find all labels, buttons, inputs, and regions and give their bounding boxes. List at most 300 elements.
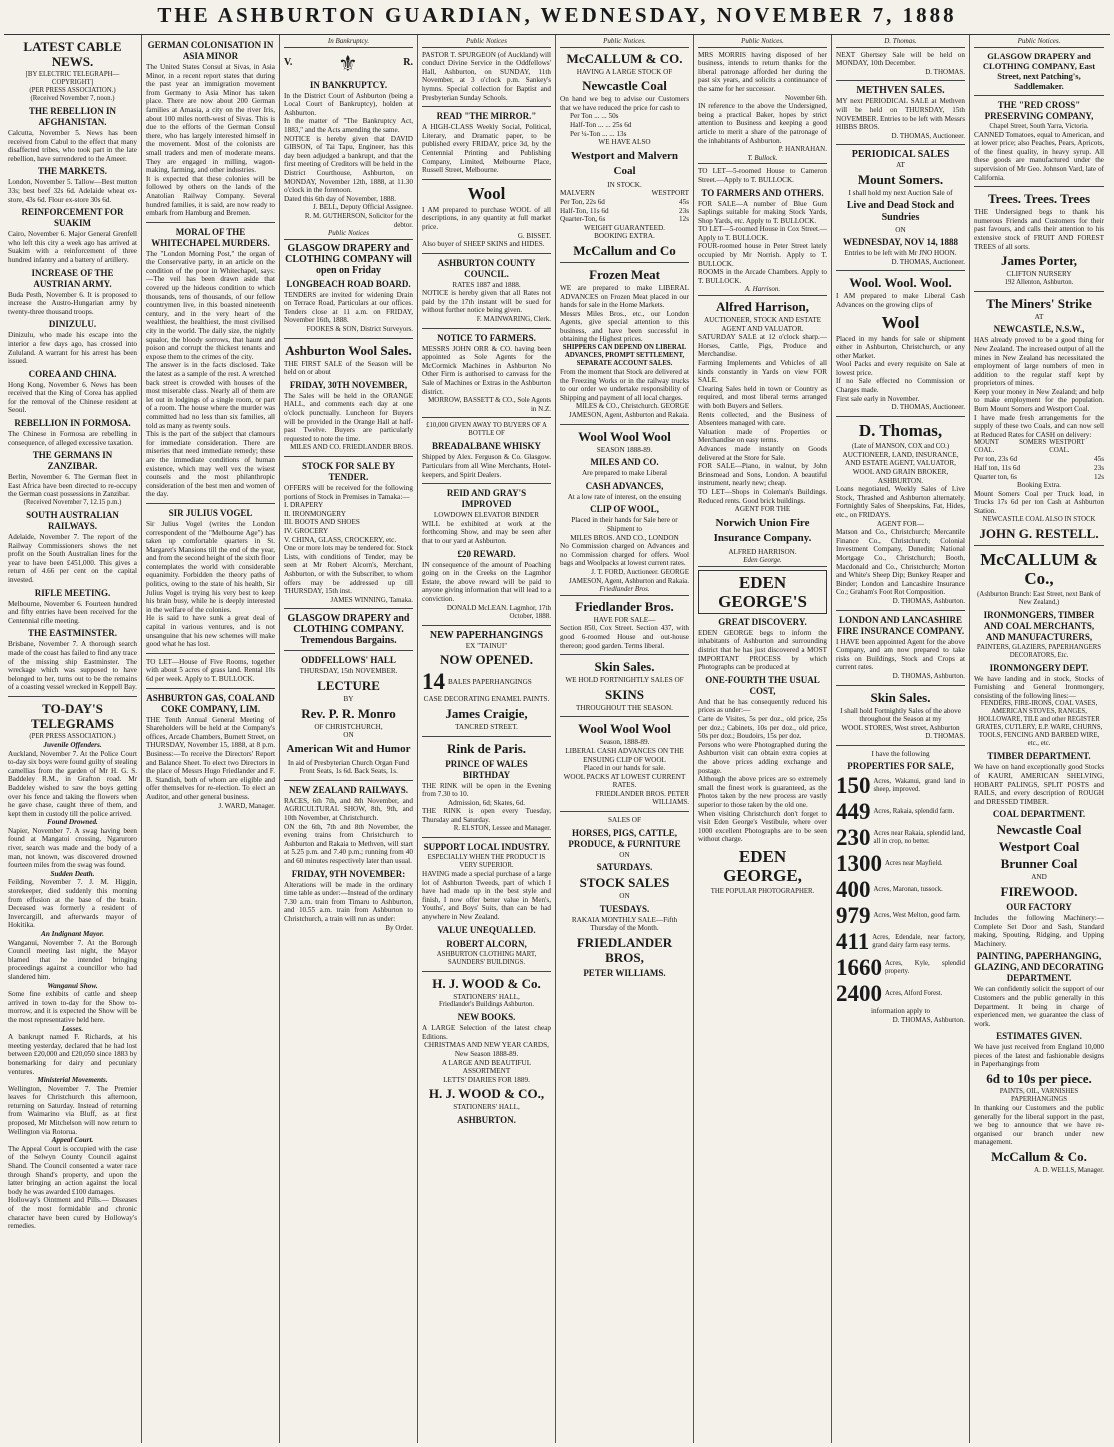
advert-title: Newcastle Coal xyxy=(996,822,1082,838)
signature: By Order. xyxy=(385,923,413,932)
advert-text: Carte de Visites, 5s per doz., old price, 25s per doz.; Cabinets, 10s per doz., old price, 50s per doz.; Boudoirs, 15s per doz. xyxy=(698,715,827,741)
divider xyxy=(146,222,275,223)
divider xyxy=(836,270,965,271)
divider xyxy=(422,736,551,737)
column-4 xyxy=(418,35,556,1443)
article-text: The answer is in the facts disclosed. Take the latest as a sample of the rest. A wretched back street is crowded with houses of the most miserable class. Nearly all of them are let out in lodgings of a single room, or part of a room. The house where the murder was committed had no less than six families, all told as many as twenty souls. xyxy=(146,361,275,430)
advert-text: ON xyxy=(619,850,630,859)
divider xyxy=(146,688,275,689)
advert-text: Entries to be left with Mr JNO HOON. xyxy=(844,249,957,258)
property-acres: 230 xyxy=(836,825,871,851)
signature: F. MAINWARING, Clerk. xyxy=(476,315,551,324)
advert-text: ON xyxy=(895,225,906,234)
property-desc: Acres, Alford Forest. xyxy=(885,990,943,998)
price-cell: Half ton, 11s 6d xyxy=(974,464,1021,473)
article-text: Buda Pesth, November 6. It is proposed to increase the Austro-Hungarian army by twenty-three thousand troops. xyxy=(8,290,137,316)
advert-text: MRS MORRIS having disposed of her business, intends to return thanks for the liberal patronage afforded her during the past six years, and solicits a continuance of the same for her successor. xyxy=(698,50,827,93)
article-text: Hong Kong, November 6. News has been received that the King of Corea has applied for the removal of the Chinese resident at Seoul. xyxy=(8,380,137,415)
heading: INCREASE OF THE AUSTRIAN ARMY. xyxy=(31,267,114,289)
signature: J. BELL, Deputy Official Assignee. xyxy=(313,203,413,212)
heading: Losses. xyxy=(61,1024,84,1033)
advert-title: LECTURE xyxy=(317,677,380,693)
advert-text: Although the above prices are so extremely small the finest work is guaranteed, as the Photos taken by the new process are vastly superior to those taken by the old one. xyxy=(698,775,827,809)
advert-text: NEWCASTLE COAL ALSO IN STOCK xyxy=(982,515,1096,523)
advert-text: AND xyxy=(1031,873,1047,882)
advert-title: Rink de Paris. xyxy=(446,740,527,756)
advert-text: We have on hand exceptionally good Stocks of KAURI, AMERICAN SHELVING, HOBART PALINGS, SPLIT POSTS and RAILS, and every description of ROUGH and DRESSED TIMBER. xyxy=(974,763,1104,806)
heading: PETER WILLIAMS. xyxy=(583,968,666,979)
advert-text: From the moment that Stock are delivered at the Freezing Works or in the railway trucks to our order we undertake responsibility of Shipping and payment of all local charges. xyxy=(560,368,689,402)
advert-text: HAVING A LARGE STOCK OF xyxy=(576,67,673,76)
property-desc: Acres near Rakaia, splendid land, all in crop, no better. xyxy=(873,830,965,846)
column-heading: Public Notices xyxy=(422,37,551,48)
heading: Found Drowned. xyxy=(47,818,98,827)
property-item xyxy=(836,929,965,955)
advert-text: CANNED Tomatoes, equal to American, and at lower price; also Peaches, Pears, Apricots, of the finest quality, in heavy syrup. All these goods are manufactured under the supervision of Mr Geo. Johnson Vard, late of California. xyxy=(974,130,1104,182)
price-cell: 45s xyxy=(1094,455,1104,464)
heading: GERMAN COLONISATION IN ASIA MINOR xyxy=(147,40,274,61)
advert-text: OF CHRISTCHURCH, xyxy=(314,722,383,731)
advert-title: McCALLUM & CO. xyxy=(566,50,683,66)
advert-text: SHIPPERS CAN DEPEND ON LIBERAL ADVANCES, PROMPT SETTLEMENT, SEPARATE ACCOUNT SALES. xyxy=(562,344,687,368)
royal-crest-icon: ⚜ xyxy=(337,50,358,76)
heading: DINIZULU. xyxy=(48,319,97,330)
article-text: It is expected that these colonies will be followed by others on the lands of the Anatolian Railway Company. Several hundred families, it is said, are now ready to embark from Hamburg and Bremen. xyxy=(146,174,275,218)
price-cell: 12s xyxy=(1094,472,1104,481)
divider xyxy=(560,262,689,263)
property-item xyxy=(836,773,965,799)
heading: CLIP OF WOOL, xyxy=(590,504,659,515)
divider xyxy=(560,654,689,655)
price-cell: Per ton, 23s 6d xyxy=(974,455,1018,464)
column-1 xyxy=(4,35,142,1443)
price-row xyxy=(974,455,1104,464)
advert-text: CHRISTMAS AND NEW YEAR CARDS, New Season 1888-89. xyxy=(424,1041,549,1058)
divider xyxy=(974,291,1104,292)
advert-text: FOR SALE—A number of Blue Gum Saplings suitable for making Stock Yards, Shop Yards, etc. Apply to T. BULLOCK. xyxy=(698,199,827,225)
heading: FRIDAY, 9TH NOVEMBER: xyxy=(291,868,406,879)
price-line: Per Ton ... ... 50s xyxy=(570,112,619,121)
advert-text: MESSRS JOHN ORR & CO. having been appointed as Sole Agents for the McCormick Machines in Ashburton No Other Firm is authorised to canvass for the Sale of Machines or Extras in the Ashburton district. xyxy=(422,344,551,396)
property-item xyxy=(836,825,965,851)
price-cell: 23s xyxy=(1094,464,1104,473)
heading: THE "RED CROSS" PRESERVING COMPANY, xyxy=(984,99,1094,121)
property-acres: 411 xyxy=(836,929,870,955)
signature: JAMES WINNING, Tamaka. xyxy=(330,595,413,604)
price-row xyxy=(974,473,1104,482)
divider xyxy=(146,653,275,654)
advert-text: NEXT Ghertsey Sale will be held on MONDAY, 10th December. xyxy=(836,50,965,68)
advert-text: MILES BROS. AND CO., LONDON xyxy=(570,533,679,542)
advert-text: I AM prepared to make Liberal Cash Advances on the growing clips of xyxy=(836,292,965,309)
column-5 xyxy=(556,35,694,1443)
heading: Appeal Court. xyxy=(51,1136,94,1145)
heading: HORSES, PIGS, CATTLE, PRODUCE, & FURNITURE xyxy=(568,827,681,849)
property-desc: Acres, Rakaia, splendid farm. xyxy=(873,808,955,816)
advert-text: EX "TAINUI" xyxy=(465,641,508,650)
advert-text: FENDERS, FIRE-IRONS, COAL VASES, AMERICAN STOVES, RANGES, HOLLOWARE, TILE and other REGISTER GRATES, CUTLERY, E.P. WARE, CHURNS, TOOLS, FENCING AND BARBED WIRE, etc., etc. xyxy=(975,700,1103,748)
divider xyxy=(422,837,551,838)
price-row xyxy=(560,198,689,207)
signature: D. THOMAS, Ashburton. xyxy=(892,1016,965,1025)
advert-text: HAVING made a special purchase of a large lot of Ashburton Tweeds, part of which I have had made up in the best style and finish, I now offer better value in Men's, Youths', and Boys' Suits, than can be had anywhere in New Zealand. xyxy=(422,870,551,922)
heading: NOTICE TO FARMERS. xyxy=(437,332,536,343)
signature: MORROW, BASSETT & CO., Sole Agents in N.Z. xyxy=(428,396,551,413)
advert-text: I have made fresh arrangements for the supply of these two Coals, and can now sell at Reduced Rates for CASH on delivery: xyxy=(974,413,1104,439)
masthead: THE ASHBURTON GUARDIAN, WEDNESDAY, NOVEMBER 7, 1888 xyxy=(157,3,957,27)
divider xyxy=(422,417,551,418)
advert-text: ALFRED HARRISON. xyxy=(728,547,797,556)
article-text: Melbourne, November 6. Fourteen hundred and fifty entries have been received for the Centennial rifle meeting. xyxy=(8,599,137,625)
heading: THE REBELLION IN AFGHANISTAN. xyxy=(28,106,117,127)
heading: OUR FACTORY xyxy=(1006,901,1072,912)
heading: Ministerial Movements. xyxy=(37,1076,108,1085)
advert-title: American Wit and Humor xyxy=(286,742,411,755)
stock-item: IV. GROCERY xyxy=(284,526,329,535)
advert-text: I shall hold Fortnightly Sales of the above throughout the Season at my xyxy=(840,706,961,724)
heading: FRIDAY, 30TH NOVEMBER, xyxy=(289,379,408,390)
advert-title: SKINS xyxy=(604,686,645,702)
article-text: Brisbane, November 7. A thorough search made of the coast has failed to find any trace of the missing ship Eastminster. The wreckage which was supposed to have belonged to her, turns out to be the remains of a coasting vessel wrecked in Keppell Bay. xyxy=(8,640,137,692)
advert-title: McCALLUM & Co., xyxy=(980,549,1098,588)
advert-text: WESTPORT xyxy=(651,189,689,198)
heading: REBELLION IN FORMOSA. xyxy=(14,418,131,429)
advert-text: IN reference to the above the Undersigned, being a practical Baker, hopes by strict attention to Business and keeping a good article to merit a share of the patronage of the inhabitants of Ashburton. xyxy=(698,102,827,145)
heading: COREA AND CHINA. xyxy=(28,368,117,379)
heading: NEW BOOKS. xyxy=(457,1012,516,1023)
cable-received: (Received November 7, noon.) xyxy=(30,95,115,102)
advert-title: GLASGOW DRAPERY and CLOTHING COMPANY will open on Friday xyxy=(285,242,412,276)
advert-text: In the matter of "The Bankruptcy Act, 1883," and the Acts amending the same. xyxy=(284,117,413,134)
property-item xyxy=(836,851,965,877)
advert-text: Keep your money in New Zealand; and help to make employment for the population. Burn Mount Somers and Westport Coal. xyxy=(974,387,1104,414)
advert-title: Rev. P. R. Monro xyxy=(301,705,396,721)
signature: D. THOMAS, Ashburton. xyxy=(892,671,965,680)
heading: STOCK FOR SALE BY TENDER. xyxy=(301,461,396,482)
article-text: This is the part of the subject that clamours for immediate consideration. There are miseries that need immediate remedy; these are the immediate conditions of human existence, which may well vex the wisest counsels and the most philanthropic consideration of the best men and women of the day. xyxy=(146,430,275,499)
signature: A. D. WELLS, Manager. xyxy=(1033,1166,1104,1175)
advert-title: Trees. Trees. Trees xyxy=(987,191,1091,207)
property-item xyxy=(836,981,965,1007)
heading: £20 REWARD. xyxy=(457,548,516,559)
advert-title: Norwich Union Fire Insurance Company. xyxy=(713,516,812,544)
signature: MILES AND CO. FRIEDLANDER BROS. xyxy=(290,443,413,452)
advert-text: IN STOCK. xyxy=(607,180,642,189)
heading: READ "THE MIRROR." xyxy=(436,111,537,122)
advert-text: PAINTS, OIL, VARNISHES PAPERHANGINGS xyxy=(999,1088,1079,1104)
advert-text: FOR SALE—Piano, in walnut, by John Brinsmead and Sons, London. A beautiful instrument, nearly new; cheap. xyxy=(698,462,827,488)
article-text: Some fine exhibits of cattle and sheep arrived in town to-day for the Show to-morrow, and it is expected the Show will be the most representative held here. xyxy=(8,990,137,1024)
advert-text: We have landing and in stock, Stocks of Furnishing and General Ironmongery, consisting of the following lines:— xyxy=(974,674,1104,700)
advert-text: MY next PERIODICAL SALE at Methven will be held on THURSDAY, 15th NOVEMBER. Entries to be left with Messrs HIBBS BROS. xyxy=(836,97,965,132)
advert-text: One or more lots may be tendered for. Stock Lists, with conditions of Tender, may be seen at Mr Robert Alcorn's, Merchant, Ashburton, or with the Subscriber, to whom offers may be addressed up till THURSDAY, 15th inst. xyxy=(284,544,413,596)
signature: D. THOMAS, Auctioneer. xyxy=(891,257,965,266)
signature: MILES & CO., Christchurch. GEORGE JAMESON, Agent, Ashburton and Rakaia. xyxy=(569,402,689,420)
advert-text: Placed in our hands for sale. xyxy=(583,764,666,773)
advert-text: LIBERAL CASH ADVANCES ON THE ENSUING CLIP OF WOOL xyxy=(565,746,684,764)
advert-text: Placed in my hands for sale or shipment either in Ashburton, Christchurch, or any other Market. xyxy=(836,334,965,360)
advert-text: A LARGE Selection of the latest cheap Editions. xyxy=(422,1024,551,1041)
article-text: He is said to have sunk a great deal of capital in various ventures, and is not unsanguine that his new schemes will make good what he has lost. xyxy=(146,614,275,649)
heading: REID AND GRAY'S IMPROVED xyxy=(446,488,527,510)
telegrams-press: (PER PRESS ASSOCIATION.) xyxy=(29,732,116,740)
signature: D. THOMAS, Ashburton. xyxy=(892,596,965,605)
advert-text: ON xyxy=(343,731,354,740)
column-3 xyxy=(280,35,418,1443)
signature: D. THOMAS, Auctioneer. xyxy=(891,131,965,140)
advert-text: Shipped by Alex. Ferguson & Co. Glasgow. Particulars from all Wine Merchants, Hotel-keepers, and Spirit Dealers. xyxy=(422,453,551,479)
divider xyxy=(284,456,413,457)
divider xyxy=(422,106,551,107)
advert-title: Wool xyxy=(881,312,920,332)
heading: MORAL OF THE WHITECHAPEL MURDERS. xyxy=(151,226,270,248)
divider xyxy=(422,328,551,329)
column-heading: Friedlander Bros. xyxy=(560,585,689,596)
property-acres: 449 xyxy=(836,799,871,825)
advert-title: 6d to 10s per piece. xyxy=(986,1071,1092,1087)
heading: THE MARKETS. xyxy=(37,166,107,177)
advert-text: RATES 1887 and 1888. xyxy=(452,280,521,289)
divider xyxy=(836,416,965,417)
advert-text: And that he has consequently reduced his prices as under:— xyxy=(698,697,827,715)
coal-header-row xyxy=(560,189,689,198)
advert-text: WE are prepared to make LIBERAL ADVANCES on Frozen Meat placed in our hands for sale in the Home Markets. xyxy=(560,283,689,310)
heading: ASHBURTON COUNTY COUNCIL. xyxy=(437,257,536,279)
heading: COAL DEPARTMENT. xyxy=(992,809,1086,820)
heading: NEW ZEALAND RAILWAYS. xyxy=(289,784,408,795)
heading: LONGBEACH ROAD BOARD. xyxy=(286,278,411,289)
advert-text: WOOL PACKS AT LOWEST CURRENT RATES. xyxy=(563,772,686,790)
cable-press: (PER PRESS ASSOCIATION.) xyxy=(29,87,116,94)
advert-text: First sale early in November. xyxy=(836,394,920,403)
advert-text: A LARGE AND BEAUTIFUL ASSORTMENT xyxy=(441,1058,532,1076)
divider xyxy=(836,610,965,611)
article-text: Wanganui, November 7. At the Borough Council meeting last night, the Mayor blamed that he intended bringing proceedings against a councillor who had slandered him. xyxy=(8,938,137,981)
signature: D. THOMAS, Auctioneer. xyxy=(891,403,965,412)
advert-title: FRIEDLANDER BROS, xyxy=(576,935,673,966)
property-desc: Acres, Wakanui, grand land in sheep, improved. xyxy=(873,778,965,794)
property-item xyxy=(836,799,965,825)
advert-title: H. J. WOOD & CO., xyxy=(428,1086,545,1102)
signature: G. BISSET. xyxy=(517,231,551,240)
advert-text: STATIONERS' HALL, xyxy=(453,1103,520,1112)
price-line: Half-Ton ... ... 25s 6d xyxy=(570,120,632,129)
heading: SIR JULIUS VOGEL xyxy=(168,507,253,518)
advert-text: When visiting Christchurch don't forget to visit Eden George's Vestibule, where over 1000 excellent Photographs are to be seen without charge. xyxy=(698,809,827,844)
price-cell: Half-Ton, 11s 6d xyxy=(560,206,609,215)
heading: ODDFELLOWS' HALL xyxy=(301,655,396,666)
column-heading: A. Harrison. xyxy=(698,285,827,296)
advert-title: Wool xyxy=(467,183,506,203)
divider xyxy=(422,483,551,484)
advert-text: We have just received from England 10,000 pieces of the latest and fashionable designs in Paperhangings from xyxy=(974,1043,1104,1069)
advert-text: Loans negotiated, Weekly Sales of Live Stock, Thrashed and Ashburton alternately. Fortnightly Sales of Sheepskins, Fat, Hides, etc., on FRIDAYS. xyxy=(836,485,965,519)
advert-text: BALES PAPERHANGINGS xyxy=(448,678,532,687)
heading: Wanganui Show. xyxy=(47,981,98,990)
heading: PROPERTIES FOR SALE, xyxy=(847,761,954,772)
advert-text: CLIFTON NURSERY xyxy=(1006,270,1072,279)
advert-title: D. Thomas, xyxy=(858,420,943,440)
advert-title: FIREWOOD. xyxy=(1000,883,1078,899)
crest-v: V. xyxy=(284,57,293,69)
heading: TUESDAYS. xyxy=(599,903,650,914)
crest-row xyxy=(284,51,413,77)
advert-title: H. J. WOOD & Co. xyxy=(432,975,541,991)
advert-text: Friedlander's Buildings Ashburton. xyxy=(438,1001,535,1009)
advert-text: I HAVE been appointed Agent for the above Company, and am now prepared to take risks on Buildings, Stock and Crops at current rates. xyxy=(836,637,965,672)
article-text: Dinizulu, who made his escape into the interior a few days ago, has crossed into Zululand. A warrant for his arrest has been issued. xyxy=(8,331,137,366)
advert-text: ON xyxy=(619,892,630,901)
advert-text: The Sales will be held in the ORANGE HALL, and comments each day at one o'clock punctually. Luncheon for Buyers will be provided in the Orange Hall at half-past Twelve. Buyers are particularly requested to note the time. xyxy=(284,391,413,443)
heading: IRONMONGERY DEPT. xyxy=(989,662,1089,673)
stock-item: III. BOOTS AND SHOES xyxy=(284,518,360,527)
advert-text: Matson and Co., Christchurch; Mercantile Finance Co., Christchurch; Colonial Investment Company, Dunedin; National Mortgage Co., Christchurch; Booth, Macdonald and Co., Christchurch; Morton and White's Sheep Dip; Bunkey Reaper and Binder; London and Lancashire Insurance Co.; Graham's Foot Rot Composition. xyxy=(836,528,965,597)
heading: WEDNESDAY, NOV 14, 1888 xyxy=(843,237,958,248)
article-text: Auckland, November 7. At the Police Court to-day six boys were found guilty of stealing camellias from the garden of Mr H. G. S. Baddeley R.M., in Grafton road. Mr Baddeley wished to saw the boys getting over his fence and taking the flowers when he gave chase, caught three of them, and kept them in custody till the police arrived. xyxy=(8,749,137,818)
heading: ASHBURTON. xyxy=(457,1114,516,1125)
advert-text: Front Seats, 1s 6d. Back Seats, 1s. xyxy=(299,767,398,776)
property-item xyxy=(836,877,965,903)
heading: SOUTH AUSTRALIAN RAILWAYS. xyxy=(26,510,119,532)
advert-title: Newcastle Coal xyxy=(582,78,667,94)
heading: Sudden Death. xyxy=(50,869,95,878)
advert-title: Friedlander Bros. xyxy=(575,598,674,614)
heading: VALUE UNEQUALLED. xyxy=(437,924,536,935)
advert-text: Farming Implements and Vehicles of all kinds constantly in Yards on view FOR SALE. xyxy=(698,359,827,385)
advert-text: In the District Court of Ashburton (being a Local Court of Bankruptcy), holden at Ashburton. xyxy=(284,91,413,117)
advert-text: Dated this 6th day of November, 1888. xyxy=(284,194,396,203)
divider xyxy=(8,696,137,697)
advert-text: (Ashburton Branch: East Street, next Bank of New Zealand,) xyxy=(977,590,1101,606)
signature: D. THOMAS. xyxy=(925,732,965,741)
heading: ESTIMATES GIVEN. xyxy=(996,1031,1082,1042)
price-row xyxy=(560,207,689,216)
advert-text: EDEN GEORGE begs to inform the inhabitants of Ashburton and surrounding district that he has just discovered a MOST IMPORTANT PROCESS by which Photographs can be produced at xyxy=(698,628,827,672)
divider xyxy=(836,745,965,746)
divider xyxy=(836,144,965,145)
heading: PAINTING, PAPERHANGING, GLAZING, AND DECORATING DEPARTMENT. xyxy=(974,951,1104,984)
paperhangings-row xyxy=(422,669,551,695)
advert-text: Booking Extra. xyxy=(1017,481,1061,490)
heading: IRONMONGERS, TIMBER AND COAL MERCHANTS, AND MANUFACTURERS, xyxy=(983,609,1095,642)
advert-text: PAINTERS, GLAZIERS, PAPERHANGERS DECORATORS, Etc. xyxy=(976,643,1102,659)
article-text: A bankrupt named F. Richards, at his meeting yesterday, declared that he had lost between £20,000 and £20,050 since 1883 by bonemarking for dairy and pecuniary ventures. xyxy=(8,1033,137,1076)
advert-text: NOTICE is hereby given that DAVID GIBSON, of Tai Tapu, Engineer, has this day been adjudged a bankrupt, and that the first meeting of Creditors will be held in the District Courthouse, Ashburton, on MONDAY, November 12th, 1888, at 11.30 o'clock in the forenoon. xyxy=(284,134,413,195)
advert-text: Season, 1888-89. xyxy=(599,738,650,747)
property-desc: Acres, Edendale, near factory, grand dairy farm easy terms. xyxy=(872,934,965,950)
advert-title: Skin Sales. xyxy=(870,689,931,705)
property-item xyxy=(836,903,965,929)
advert-title: Frozen Meat xyxy=(589,266,660,282)
advert-title: Live and Dead Stock and Sundries xyxy=(846,199,955,223)
column-6 xyxy=(694,35,832,1443)
divider xyxy=(146,503,275,504)
divider xyxy=(284,780,413,781)
property-desc: Acres near Mayfield. xyxy=(885,860,943,868)
advert-text: I shall hold my next Auction Sale of xyxy=(848,188,953,197)
signature: J. T. FORD, Auctioneer. GEORGE JAMESON, Agent, Ashburton and Rakaia. xyxy=(569,567,689,585)
advert-title: McCallum & Co. xyxy=(991,1149,1087,1165)
property-acres: 979 xyxy=(836,903,871,929)
advert-text: ON the 6th, 7th and 8th November, the evening trains from Christchurch to Ashburton and Rakaia to Methven, will start at 5.25 p.m. and 7.40 p.m.; running from 40 and 60 minutes respectively later than usual. xyxy=(284,822,413,866)
advert-text: WOOL STORES, West street, Ashburton xyxy=(841,723,960,732)
heading: Juvenile Offenders. xyxy=(43,740,102,749)
price-cell: 12s xyxy=(679,215,689,224)
article-text: Calcutta, November 5. News has been received from Cabul to the effect that many disaffected tribes, who took part in the late rebellion, have surrendered to the Ameer. xyxy=(8,129,137,163)
advert-text: THE Undersigned begs to thank his numerous Friends and Customers for their past favours, and calls their attention to his extensive stock of FRUIT AND FOREST TREES of all sorts. xyxy=(974,208,1104,251)
advert-text: I have the following xyxy=(871,749,930,758)
heading: TIMBER DEPARTMENT. xyxy=(987,751,1091,762)
cable-news-title: LATEST CABLE NEWS. xyxy=(23,39,122,69)
advert-text: WE HOLD FORTNIGHTLY SALES OF xyxy=(565,676,684,685)
price-cell: 23s xyxy=(679,206,689,215)
property-desc: Acres, Kyle, splendid property. xyxy=(885,960,965,976)
advert-text: RAKAIA MONTHLY SALE—Fifth Thursday of the Month. xyxy=(571,915,678,933)
divider xyxy=(974,545,1104,546)
heading: LONDON AND LANCASHIRE FIRE INSURANCE COMPANY. xyxy=(836,614,965,636)
heading: RIFLE MEETING. xyxy=(34,587,111,598)
advert-title: Wool Wool Wool xyxy=(578,721,671,737)
advert-text: THE POPULAR PHOTOGRAPHER. xyxy=(710,887,815,895)
column-heading: D. Thomas. xyxy=(836,37,965,48)
price-cell: Quarter-Ton, 6s xyxy=(560,215,606,224)
advert-text: STATIONERS' HALL, xyxy=(453,992,520,1001)
advert-text: I AM prepared to purchase WOOL of all descriptions, in any quantity at full market price. xyxy=(422,205,551,231)
advert-text: BY xyxy=(343,694,354,703)
advert-text: AUCTIONEER, STOCK AND ESTATE AGENT AND VALUATOR. xyxy=(703,316,822,333)
divider xyxy=(284,338,413,339)
article-text: Feilding, November 7. J. M. Higgin, storekeeper, died suddenly this morning from effusion at the base of the brain. Deceased was formerly a resident of Invercargill, and afterwards mayor of Hokitika. xyxy=(8,878,137,930)
advert-text: AT xyxy=(896,161,905,170)
advert-text: THE Tenth Annual General Meeting of Shareholders will be held at the Company's offices, Arcade Chambers, Burnett Street, on THURSDAY, November 15, 1888, at 8 p.m. Business:—To receive the Directors' Report and Balance Sheet. To elect two Directors in the place of Messrs Hugo Friedlander and F. B. Standish, both of whom are eligible and offer themselves for re-election. To elect an Auditor, and other general business. xyxy=(146,715,275,801)
price-row xyxy=(560,215,689,224)
signature: R. M. GUTHERSON, Solicitor for the debtor. xyxy=(304,211,413,229)
heading: ONE-FOURTH THE USUAL COST, xyxy=(705,674,820,696)
article-text: The Appeal Court is occupied with the case of the Selwyn County Council against Shand. The Council consented a water race through Shand's property, and upon the latter bringing an action against the local body he was awarded £100 damages. xyxy=(8,1144,137,1196)
article-text: Berlin, November 6. The German fleet in East Africa have been directed to re-occupy the German coast possessions in Zanzibar. xyxy=(8,473,137,499)
property-acres: 1300 xyxy=(836,851,882,877)
advert-title: Wool Wool Wool xyxy=(578,428,671,444)
advert-text: Also buyer of SHEEP SKINS and HIDES. xyxy=(422,240,545,249)
advert-title: Westport Coal xyxy=(998,839,1080,855)
price-list xyxy=(560,112,689,138)
advert-text: 192 Allenton, Ashburton. xyxy=(1004,278,1074,286)
article-text: Adelaide, November 7. The report of the Railway Commissioners shows the net profit on the South Australian lines for the year to have been £451,000. This gives a return of 4.66 per cent on the capital invested. xyxy=(8,533,137,584)
advert-text: WE HAVE ALSO xyxy=(598,138,651,147)
advert-title: NOW OPENED. xyxy=(440,652,533,668)
advert-text: WILL be exhibited at work at the forthcoming Show, and may be seen after that to our yard at Ashburton. xyxy=(422,519,551,545)
advert-text: THURSDAY, 15th NOVEMBER. xyxy=(299,667,398,676)
heading: MILES AND CO. xyxy=(590,457,659,468)
properties-list xyxy=(836,773,965,1007)
advert-text: Section 850, Cox Street. Section 437, with good 6-roomed House and out-house thereon; good garden. Terms liberal. xyxy=(560,624,689,650)
advert-text: Advances made instantly on Goods delivered at the Store for Sale. xyxy=(698,444,827,462)
advert-text: information apply to xyxy=(870,1007,931,1016)
column-heading: Public Notices xyxy=(284,229,413,240)
advert-text: THE RINK will be open in the Evening from 7.30 to 10. xyxy=(422,781,551,799)
advert-title: EDEN GEORGE'S xyxy=(698,570,827,614)
advert-title: Wool. Wool. Wool. xyxy=(849,275,952,291)
advert-text: (Late of MANSON, COX and CO.) xyxy=(851,442,950,450)
advert-text: THE RINK is open every Tuesday, Thursday and Saturday. xyxy=(422,807,551,824)
cable-received: (Received November 7, 12.15 p.m.) xyxy=(23,499,122,507)
stock-item: V. CHINA, GLASS, CROCKERY, etc. xyxy=(284,535,397,544)
coal-price-table xyxy=(974,455,1104,481)
advert-text: THE FIRST SALE of the Season will be held on or about xyxy=(284,359,413,377)
advert-text: Messrs Miles Bros., etc., our London Agents, give special attention to this business, and have been successful in obtaining the Highest prices. xyxy=(560,309,689,344)
coal-price-table xyxy=(560,198,689,224)
advert-text: TO LET—House of Five Rooms, together with about 5 acres of grass land. Rental 10s 6d per week. Apply to T. BULLOCK. xyxy=(146,657,275,683)
